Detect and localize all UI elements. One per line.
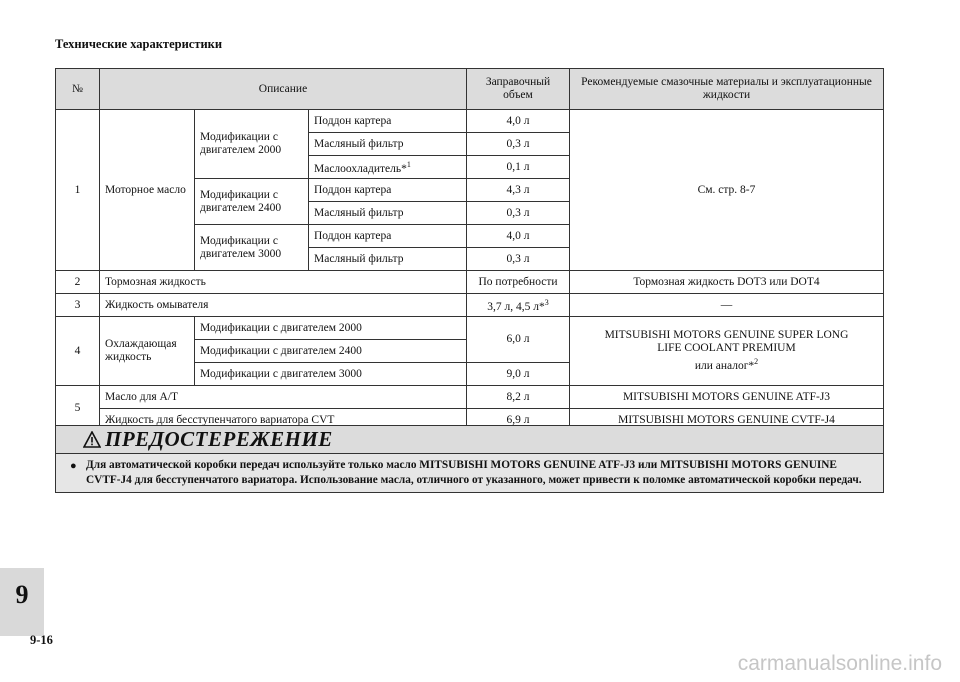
oil-capacity-value: 0,3 л <box>467 202 570 225</box>
coolant-mod-2000: Модификации с двигателем 2000 <box>195 317 467 340</box>
at-oil-recommendation: MITSUBISHI MOTORS GENUINE ATF-J3 <box>570 386 884 409</box>
mod-2000-label: Модификации с двигателем 2000 <box>195 110 309 179</box>
cvt-fluid-recommendation: MITSUBISHI MOTORS GENUINE CVTF-J4 <box>570 409 884 432</box>
coolant-mod-2400: Модификации с двигателем 2400 <box>195 340 467 363</box>
table-row <box>56 271 884 294</box>
oil-pan-label: Поддон картера <box>309 225 467 248</box>
washer-fluid-recommendation: — <box>570 294 884 317</box>
brake-fluid-recommendation: Тормозная жидкость DOT3 или DOT4 <box>570 271 884 294</box>
header-recommended: Рекомендуемые смазочные материалы и эксплуатационные жидкости <box>570 69 884 110</box>
cvt-fluid-capacity: 6,9 л <box>467 409 570 432</box>
washer-fluid-label: Жидкость омывателя <box>100 294 467 317</box>
fluids-table <box>55 68 884 432</box>
coolant-capacity-2000-2400: 6,0 л <box>467 317 570 363</box>
warning-body <box>56 454 883 492</box>
warning-text: Для автоматической коробки передач используйте только масло MITSUBISHI MOTORS GENUINE ATF-J3 или MITSUBISHI MOTORS GENUINE CVTF-J4 для бесступенчатого вариатора. Использование масла, отличного от указанного, может привести к поломке автоматической коробки передач. <box>86 459 862 486</box>
row-num: 3 <box>56 294 100 317</box>
row-num: 2 <box>56 271 100 294</box>
oil-filter-label: Масляный фильтр <box>309 133 467 156</box>
oil-pan-label: Поддон картера <box>309 179 467 202</box>
oil-filter-label: Масляный фильтр <box>309 202 467 225</box>
watermark: carmanualsonline.info <box>737 652 942 675</box>
header-num: № <box>56 69 100 110</box>
coolant-recommendation: MITSUBISHI MOTORS GENUINE SUPER LONG LIFE COOLANT PREMIUM или аналог*$^2$ <box>570 317 884 386</box>
page-number: 9-16 <box>30 633 53 647</box>
engine-oil-label: Моторное масло <box>100 110 195 271</box>
oil-capacity-value: 0,3 л <box>467 248 570 271</box>
table-row <box>56 386 884 409</box>
washer-fluid-capacity: 3,7 л, 4,5 л*$^3$ <box>467 294 570 317</box>
page-header: Технические характеристики <box>55 37 223 51</box>
oil-capacity-value: 0,1 л <box>467 156 570 179</box>
oil-capacity-value: 4,0 л <box>467 110 570 133</box>
oil-capacity-value: 4,3 л <box>467 179 570 202</box>
table-row <box>56 294 884 317</box>
warning-header <box>56 426 883 454</box>
row-num: 1 <box>56 110 100 271</box>
cvt-fluid-label: Жидкость для бесступенчатого вариатора CVT <box>100 409 467 432</box>
engine-oil-recommendation: См. стр. 8-7 <box>570 110 884 271</box>
at-oil-label: Масло для А/Т <box>100 386 467 409</box>
brake-fluid-capacity: По потребности <box>467 271 570 294</box>
oil-cooler-label: Маслоохладитель*$^1$ <box>309 156 467 179</box>
coolant-label: Охлаждающая жидкость <box>100 317 195 386</box>
mod-3000-label: Модификации с двигателем 3000 <box>195 225 309 271</box>
oil-filter-label: Масляный фильтр <box>309 248 467 271</box>
row-num: 5 <box>56 386 100 432</box>
coolant-mod-3000: Модификации с двигателем 3000 <box>195 363 467 386</box>
table-header-row <box>56 69 884 110</box>
coolant-capacity-3000: 9,0 л <box>467 363 570 386</box>
warning-triangle-icon <box>83 431 101 448</box>
oil-pan-label: Поддон картера <box>309 110 467 133</box>
row-num: 4 <box>56 317 100 386</box>
bullet-icon: ● <box>70 460 77 472</box>
chapter-number: 9 <box>15 580 29 609</box>
oil-capacity-value: 4,0 л <box>467 225 570 248</box>
brake-fluid-label: Тормозная жидкость <box>100 271 467 294</box>
at-oil-capacity: 8,2 л <box>467 386 570 409</box>
mod-2400-label: Модификации с двигателем 2400 <box>195 179 309 225</box>
warning-box <box>55 425 884 493</box>
oil-capacity-value: 0,3 л <box>467 133 570 156</box>
table-row <box>56 317 884 340</box>
header-capacity: Заправочный объем <box>467 69 570 110</box>
warning-title: ПРЕДОСТЕРЕЖЕНИЕ <box>105 427 333 451</box>
table-row <box>56 110 884 133</box>
header-description: Описание <box>100 69 467 110</box>
